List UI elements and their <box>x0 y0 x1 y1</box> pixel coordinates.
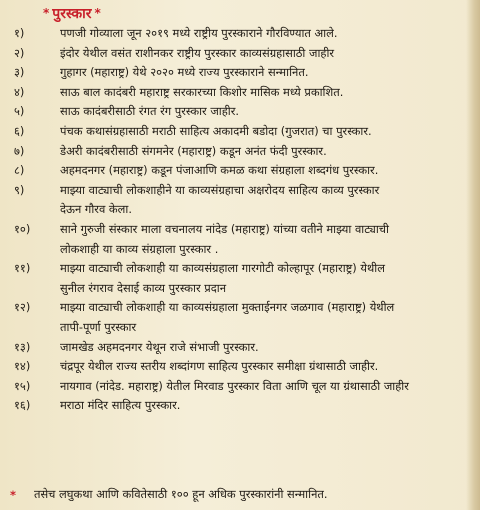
list-item <box>0 259 470 298</box>
list-item-number <box>0 220 50 240</box>
list-item-text <box>50 377 470 397</box>
list-item-number <box>0 377 50 397</box>
item-text-line: सुनील रंगराव देसाई काव्य पुरस्कार प्रदान <box>60 280 227 295</box>
list-item-number <box>0 102 50 122</box>
list-item <box>0 396 470 416</box>
list-item-number <box>0 24 50 44</box>
item-text-line: लोकशाही या काव्य संग्रहाला पुरस्कार . <box>60 241 219 256</box>
item-number-text: १२) <box>14 300 31 315</box>
list-item-text <box>50 338 470 358</box>
item-text-line: माझ्या वाट्याची लोकशाहीने या काव्यसंग्रहाचा अक्षरोदय साहित्य काव्य पुरस्कार <box>60 182 380 197</box>
list-item <box>0 357 470 377</box>
star-icon: * <box>43 6 50 20</box>
section-title: पुरस्कार <box>52 5 92 22</box>
item-text-line: माझ्या वाट्याची लोकशाही या काव्यसंग्रहाला मुक्ताईनगर जळगाव (महाराष्ट्र) येथील <box>60 300 395 315</box>
list-item-number <box>0 181 50 201</box>
item-text-line: डेअरी कादंबरीसाठी संगमनेर (महाराष्ट्र) कडून अनंत फंदी पुरस्कार. <box>60 143 327 158</box>
list-item <box>0 142 470 162</box>
footer-text: तसेच लघुकथा आणि कवितेसाठी १०० हून अधिक पुरस्कारांनी सन्मानित. <box>33 487 328 501</box>
item-text-line: इंदोर येथील वसंत राशीनकर राष्ट्रीय पुरस्कार काव्यसंग्रहासाठी जाहीर <box>60 45 335 60</box>
item-text-line: पणजी गोव्याला जून २०१९ मध्ये राष्ट्रीय पुरस्काराने गौरविण्यात आले. <box>60 26 338 40</box>
list-item-number <box>0 142 50 162</box>
item-text-line: गुहागर (महाराष्ट्र) येथे २०२० मध्ये राज्य पुरस्काराने सन्मानित. <box>60 65 309 80</box>
list-item-text <box>50 142 470 162</box>
list-item-text <box>50 63 470 83</box>
item-text-line: देऊन गौरव केला. <box>60 202 132 217</box>
list-item-text <box>50 122 470 142</box>
list-item-number <box>0 298 50 318</box>
item-number-text: १३) <box>14 339 31 354</box>
list-item-text <box>50 24 470 44</box>
item-number-text: ६) <box>14 123 25 138</box>
list-item-text <box>50 220 470 259</box>
star-icon: * <box>94 6 101 20</box>
item-text-line: नायगाव (नांदेड. महाराष्ट्र) येतील मिरवाड पुरस्कार विता आणि चूल या ग्रंथासाठी जाहीर <box>60 378 409 393</box>
list-item-number <box>0 122 50 142</box>
item-number-text: ३) <box>14 65 25 80</box>
list-item <box>0 122 470 142</box>
item-number-text: १६) <box>14 398 31 413</box>
list-item <box>0 298 470 337</box>
list-item-text <box>50 83 470 103</box>
list-item-text <box>50 357 470 377</box>
awards-list <box>0 24 470 416</box>
item-number-text: ५) <box>14 104 25 119</box>
item-number-text: ८) <box>14 163 25 178</box>
item-text-line: मराठा मंदिर साहित्य पुरस्कार. <box>60 398 181 413</box>
list-item-text <box>50 44 470 64</box>
list-item-text <box>50 396 470 416</box>
star-icon: * <box>10 487 16 502</box>
item-text-line: साऊ कादंबरीसाठी रंगत रंग पुरस्कार जाहीर. <box>60 104 240 119</box>
list-item-text <box>50 259 470 298</box>
item-number-text: १४) <box>14 359 31 374</box>
list-item <box>0 102 470 122</box>
list-item-text <box>50 298 470 337</box>
item-number-text: २) <box>14 45 25 60</box>
item-number-text: १०) <box>14 221 31 236</box>
list-item <box>0 377 470 397</box>
item-text-line: जामखेड अहमदनगर येथून राजे संभाजी पुरस्कार. <box>60 339 259 354</box>
list-item-number <box>0 396 50 416</box>
list-item-number <box>0 83 50 103</box>
list-item <box>0 161 470 181</box>
list-item <box>0 181 470 220</box>
list-item-number <box>0 63 50 83</box>
item-number-text: ९) <box>14 182 25 197</box>
list-item <box>0 44 470 64</box>
section-header <box>40 3 104 23</box>
list-item-number <box>0 338 50 358</box>
footer-note <box>10 487 328 502</box>
list-item-text <box>50 102 470 122</box>
item-number-text: १५) <box>14 378 31 393</box>
item-text-line: तापी-पूर्णा पुरस्कार <box>60 319 137 334</box>
item-text-line: माझ्या वाट्याची लोकशाही या काव्यसंग्रहाला गारगोटी कोल्हापूर (महाराष्ट्र) येथील <box>60 261 385 276</box>
item-number-text: ११) <box>14 261 31 276</box>
item-text-line: अहमदनगर (महाराष्ट्र) कडून पंजाआणि कमळ कथा संग्रहाला शब्दगंध पुरस्कार. <box>60 163 379 178</box>
item-number-text: ४) <box>14 84 25 99</box>
list-item <box>0 220 470 259</box>
list-item <box>0 24 470 44</box>
item-text-line: साने गुरुजी संस्कार माला वचनालय नांदेड (महाराष्ट्र) यांच्या वतीने माझ्या वाट्याची <box>60 221 389 236</box>
item-text-line: चंद्रपूर येथील राज्य स्तरीय शब्दांगण साहित्य पुरस्कार समीक्षा ग्रंथासाठी जाहीर. <box>60 359 379 374</box>
item-number-text: ७) <box>14 143 25 158</box>
list-item-number <box>0 161 50 181</box>
list-item <box>0 338 470 358</box>
list-item <box>0 63 470 83</box>
list-item <box>0 83 470 103</box>
list-item-number <box>0 357 50 377</box>
list-item-number <box>0 259 50 279</box>
item-text-line: पंचक कथासंग्रहासाठी मराठी साहित्य अकादमी बडोदा (गुजरात) चा पुरस्कार. <box>60 123 372 138</box>
list-item-text <box>50 161 470 181</box>
list-item-number <box>0 44 50 64</box>
item-text-line: साऊ बाल कादंबरी महाराष्ट्र सरकारच्या किशोर मासिक मध्ये प्रकाशित. <box>60 84 344 99</box>
item-number-text: १) <box>14 26 25 40</box>
list-item-text <box>50 181 470 220</box>
